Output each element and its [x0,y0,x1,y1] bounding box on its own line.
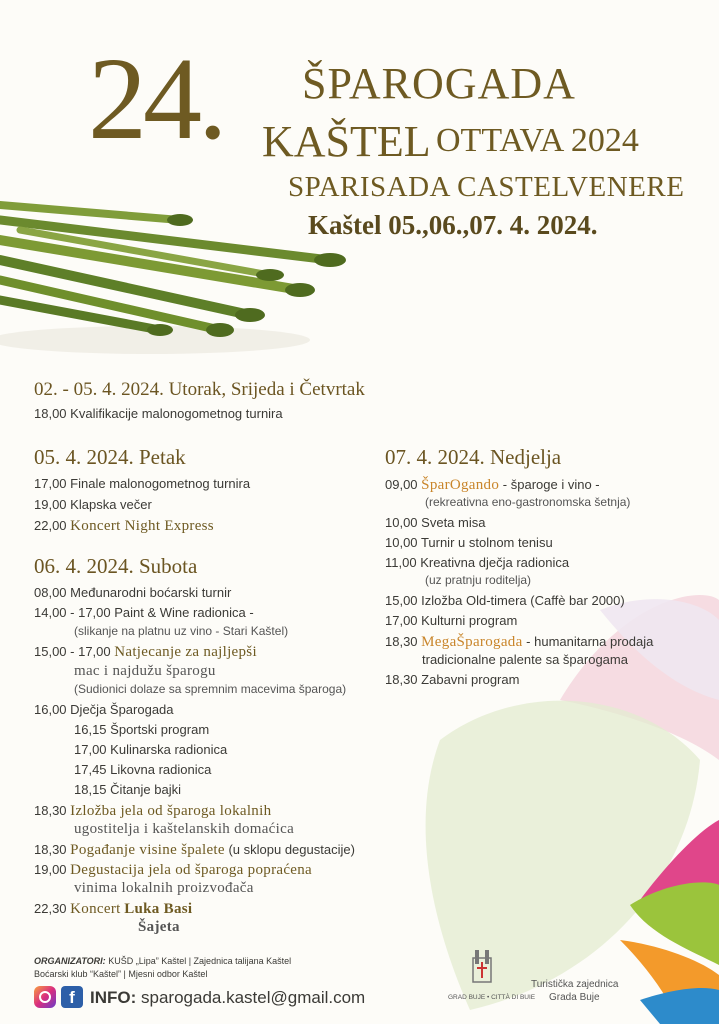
day-heading-saturday: 06. 4. 2024. Subota [34,554,198,578]
list-item: 22,30 Koncert Luka Basi [34,901,193,917]
day-heading-sunday: 07. 4. 2024. Nedjelja [385,445,562,469]
list-item: 14,00 - 17,00 Paint & Wine radionica - [34,605,254,620]
facebook-icon[interactable]: f [61,986,83,1008]
title-kastel: KAŠTEL [262,117,431,166]
list-item: 19,00 Degustacija jela od šparoga popraćena [34,862,312,878]
list-item: 18,00 Kvalifikacije malonogometnog turnira [34,406,283,421]
day-heading-friday: 05. 4. 2024. Petak [34,445,186,469]
list-item: 18,30 Izložba jela od šparoga lokalnih [34,803,272,819]
list-item: 17,45 Likovna radionica [74,762,212,777]
list-item: 10,00 Sveta misa [385,515,486,530]
title-sparogada: ŠPAROGADA [302,59,576,108]
list-item: 17,00 Kulturni program [385,613,518,628]
title-sparisada: SPARISADA CASTELVENERE [288,171,685,203]
list-item-sub: (slikanje na platnu uz vino - Stari Kaštel) [74,624,289,638]
list-item: 10,00 Turnir u stolnom tenisu [385,535,553,550]
tourist-board: Turistička zajednica Grada Buje [531,979,619,1003]
list-item-sub: (uz pratnju roditelja) [425,573,532,587]
instagram-icon[interactable] [34,986,56,1008]
list-item: 18,15 Čitanje bajki [74,782,181,797]
list-item: 11,00 Kreativna dječja radionica [385,555,570,570]
buje-logo-text: GRAD BUJE • CITTÀ DI BUIE [448,994,536,1001]
title-dates: Kaštel 05.,06.,07. 4. 2024. [308,210,598,240]
list-item-sub: mac i najdužu šparogu [74,663,216,679]
list-item-sub: ugostitelja i kaštelanskih domaćica [74,821,295,837]
edition-number: 24. [88,33,224,164]
list-item: 17,00 Finale malonogometnog turnira [34,476,251,491]
list-item: 08,00 Međunarodni boćarski turnir [34,585,232,600]
list-item: 09,00 ŠparOgando - šparoge i vino - [385,477,600,493]
list-item: 22,00 Koncert Night Express [34,518,214,534]
list-item-sub: Šajeta [138,919,180,935]
list-item: 18,30 MegaŠparogada - humanitarna prodaja [385,634,654,650]
list-item-sub: tradicionalne palente sa šparogama [422,652,628,667]
list-item: 15,00 - 17,00 Natjecanje za najljepši [34,644,257,660]
list-item: 18,30 Zabavni program [385,672,520,687]
list-item: 17,00 Kulinarska radionica [74,742,228,757]
asparagus-illustration [0,180,380,370]
email-link[interactable]: sparogada.kastel@gmail.com [141,988,366,1007]
list-item: 15,00 Izložba Old-timera (Caffè bar 2000) [385,593,625,608]
list-item-sub: (rekreativna eno-gastronomska šetnja) [425,495,631,509]
buje-coat-icon [470,948,494,986]
info-contact: INFO: sparogada.kastel@gmail.com [90,988,366,1007]
list-item: 16,15 Športski program [74,722,210,737]
list-item-sub: (Sudionici dolaze sa spremnim macevima šparoga) [74,682,347,696]
list-item: 16,00 Dječja Šparogada [34,702,174,717]
list-item: 18,30 Pogađanje visine špalete (u sklopu degustacije) [34,842,355,858]
list-item-sub: vinima lokalnih proizvođača [74,880,254,896]
list-item: 19,00 Klapska večer [34,497,152,512]
organizers: ORGANIZATORI: KUŠD „Lipa” Kaštel | Zajednica talijana Kaštel Boćarski klub “Kaštel” | Mjesni odbor Kaštel [34,956,292,979]
title-ottava: OTTAVA 2024 [436,122,639,159]
day-heading-tue-thu: 02. - 05. 4. 2024. Utorak, Srijeda i Četvrtak [34,379,365,400]
